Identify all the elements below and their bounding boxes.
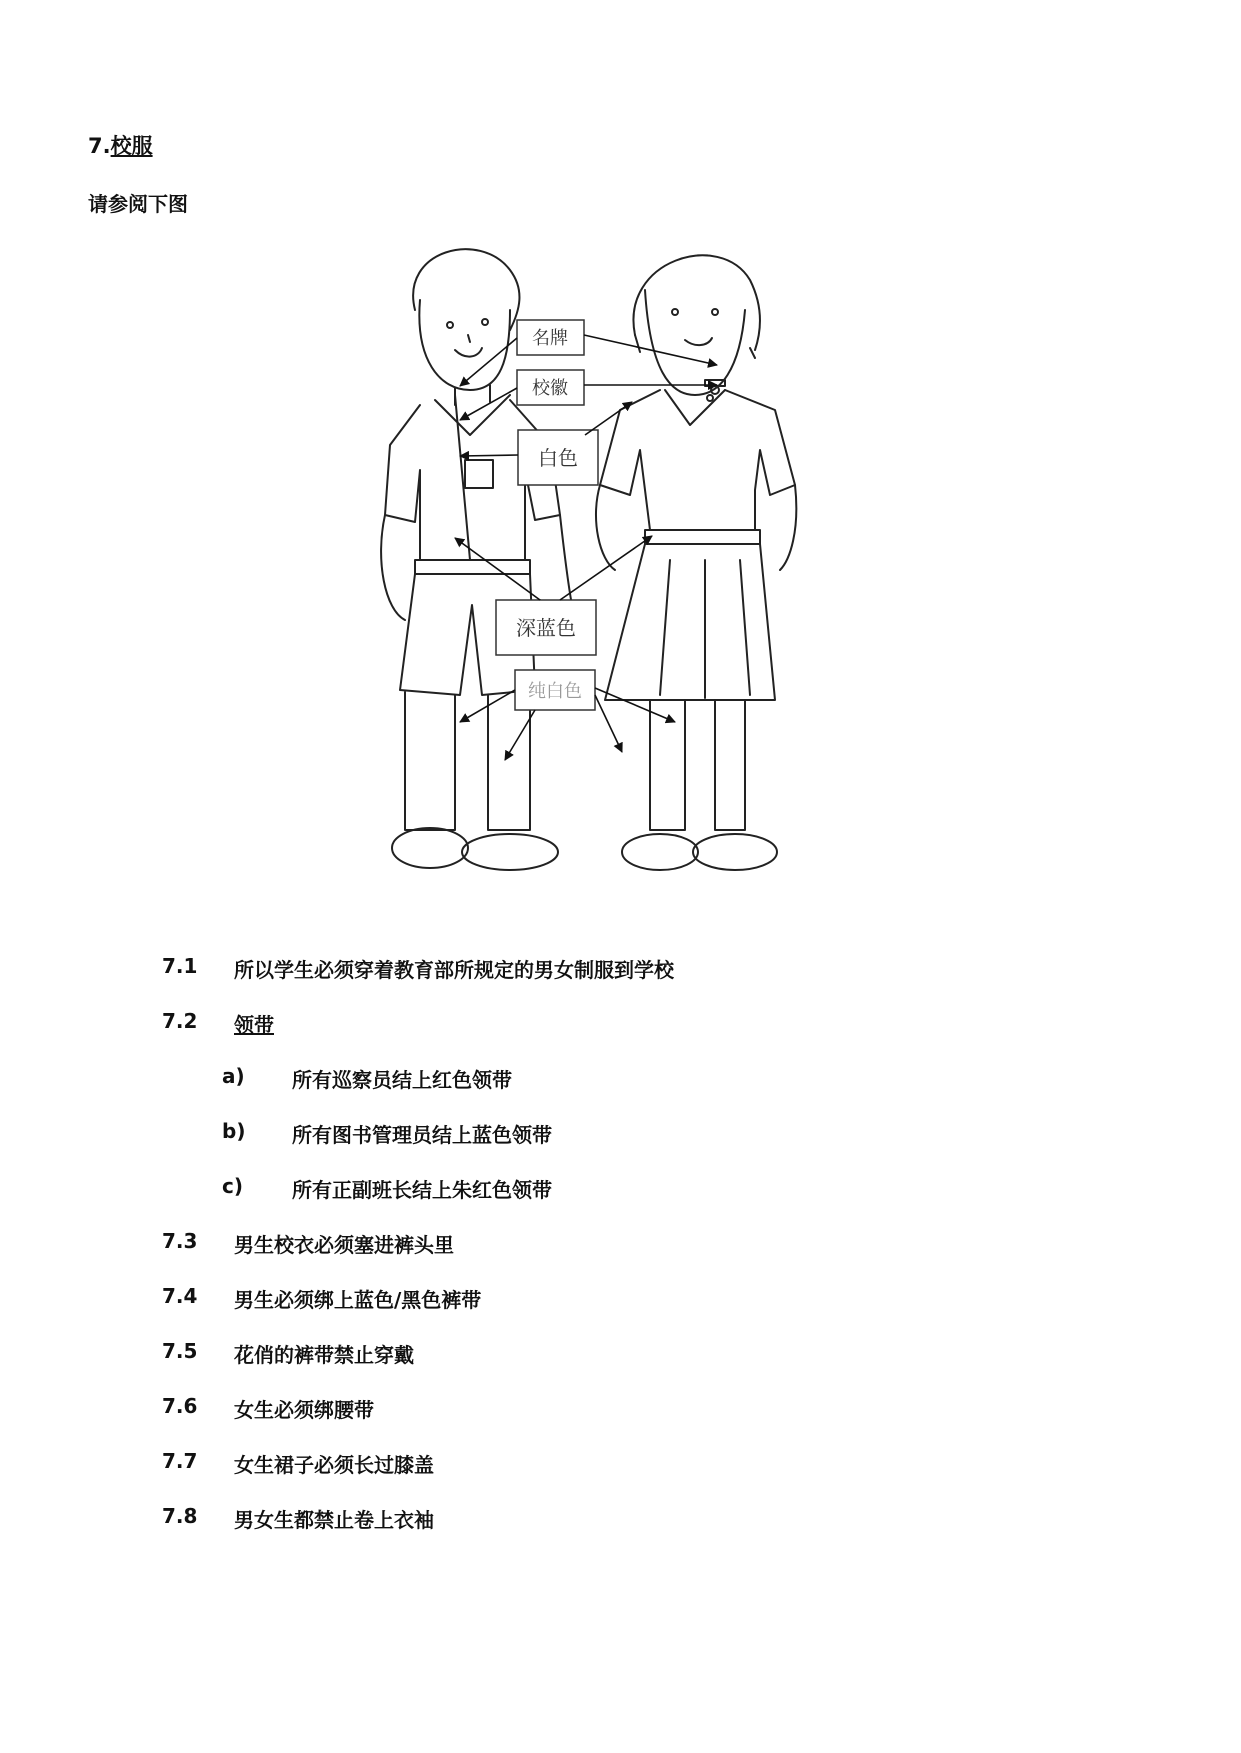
girl-figure bbox=[596, 255, 796, 870]
pure-white-arrow-girl bbox=[595, 695, 622, 752]
section-number: 7. bbox=[88, 134, 111, 158]
rule-number: 7.3 bbox=[162, 1229, 198, 1253]
navy-arrow-boy bbox=[455, 538, 540, 600]
pure-white-label: 纯白色 bbox=[528, 681, 582, 702]
rule-text: 男生必须绑上蓝色/黑色裤带 bbox=[234, 1288, 482, 1312]
rule-text: 花俏的裤带禁止穿戴 bbox=[234, 1343, 414, 1367]
navy-label: 深蓝色 bbox=[516, 616, 576, 640]
sub-rule-text: 所有图书管理员结上蓝色领带 bbox=[292, 1123, 552, 1147]
rule-number: 7.7 bbox=[162, 1449, 198, 1473]
nametag-label: 名牌 bbox=[532, 328, 568, 349]
rule-number: 7.6 bbox=[162, 1394, 198, 1418]
nametag-arrow-boy bbox=[460, 338, 517, 386]
rule-number: 7.4 bbox=[162, 1284, 198, 1308]
white-arrow-boy bbox=[460, 455, 518, 456]
rule-text: 男女生都禁止卷上衣袖 bbox=[234, 1508, 434, 1532]
rule-number: 7.5 bbox=[162, 1339, 198, 1363]
sub-rule-mark: a) bbox=[222, 1064, 245, 1088]
rule-text: 女生必须绑腰带 bbox=[234, 1398, 374, 1422]
sub-rule-mark: b) bbox=[222, 1119, 246, 1143]
rule-text: 女生裙子必须长过膝盖 bbox=[234, 1453, 434, 1477]
rule-text-tie-heading: 领带 bbox=[234, 1013, 274, 1037]
rule-text: 所以学生必须穿着教育部所规定的男女制服到学校 bbox=[234, 958, 674, 982]
sub-rule-text: 所有正副班长结上朱红色领带 bbox=[292, 1178, 552, 1202]
uniform-illustration bbox=[360, 240, 880, 900]
white-arrow-girl bbox=[585, 402, 632, 435]
intro-text: 请参阅下图 bbox=[88, 192, 188, 216]
rule-number: 7.1 bbox=[162, 954, 198, 978]
sub-rule-text: 所有巡察员结上红色领带 bbox=[292, 1068, 512, 1092]
rule-number: 7.2 bbox=[162, 1009, 198, 1033]
rule-text: 男生校衣必须塞进裤头里 bbox=[234, 1233, 454, 1257]
sub-rule-mark: c) bbox=[222, 1174, 243, 1198]
white-label: 白色 bbox=[538, 446, 578, 470]
rule-number: 7.8 bbox=[162, 1504, 198, 1528]
pure-white-arrow-girl-2 bbox=[595, 688, 675, 722]
section-title: 校服 bbox=[110, 134, 153, 158]
section-heading bbox=[88, 130, 153, 160]
badge-label: 校徽 bbox=[532, 378, 568, 399]
